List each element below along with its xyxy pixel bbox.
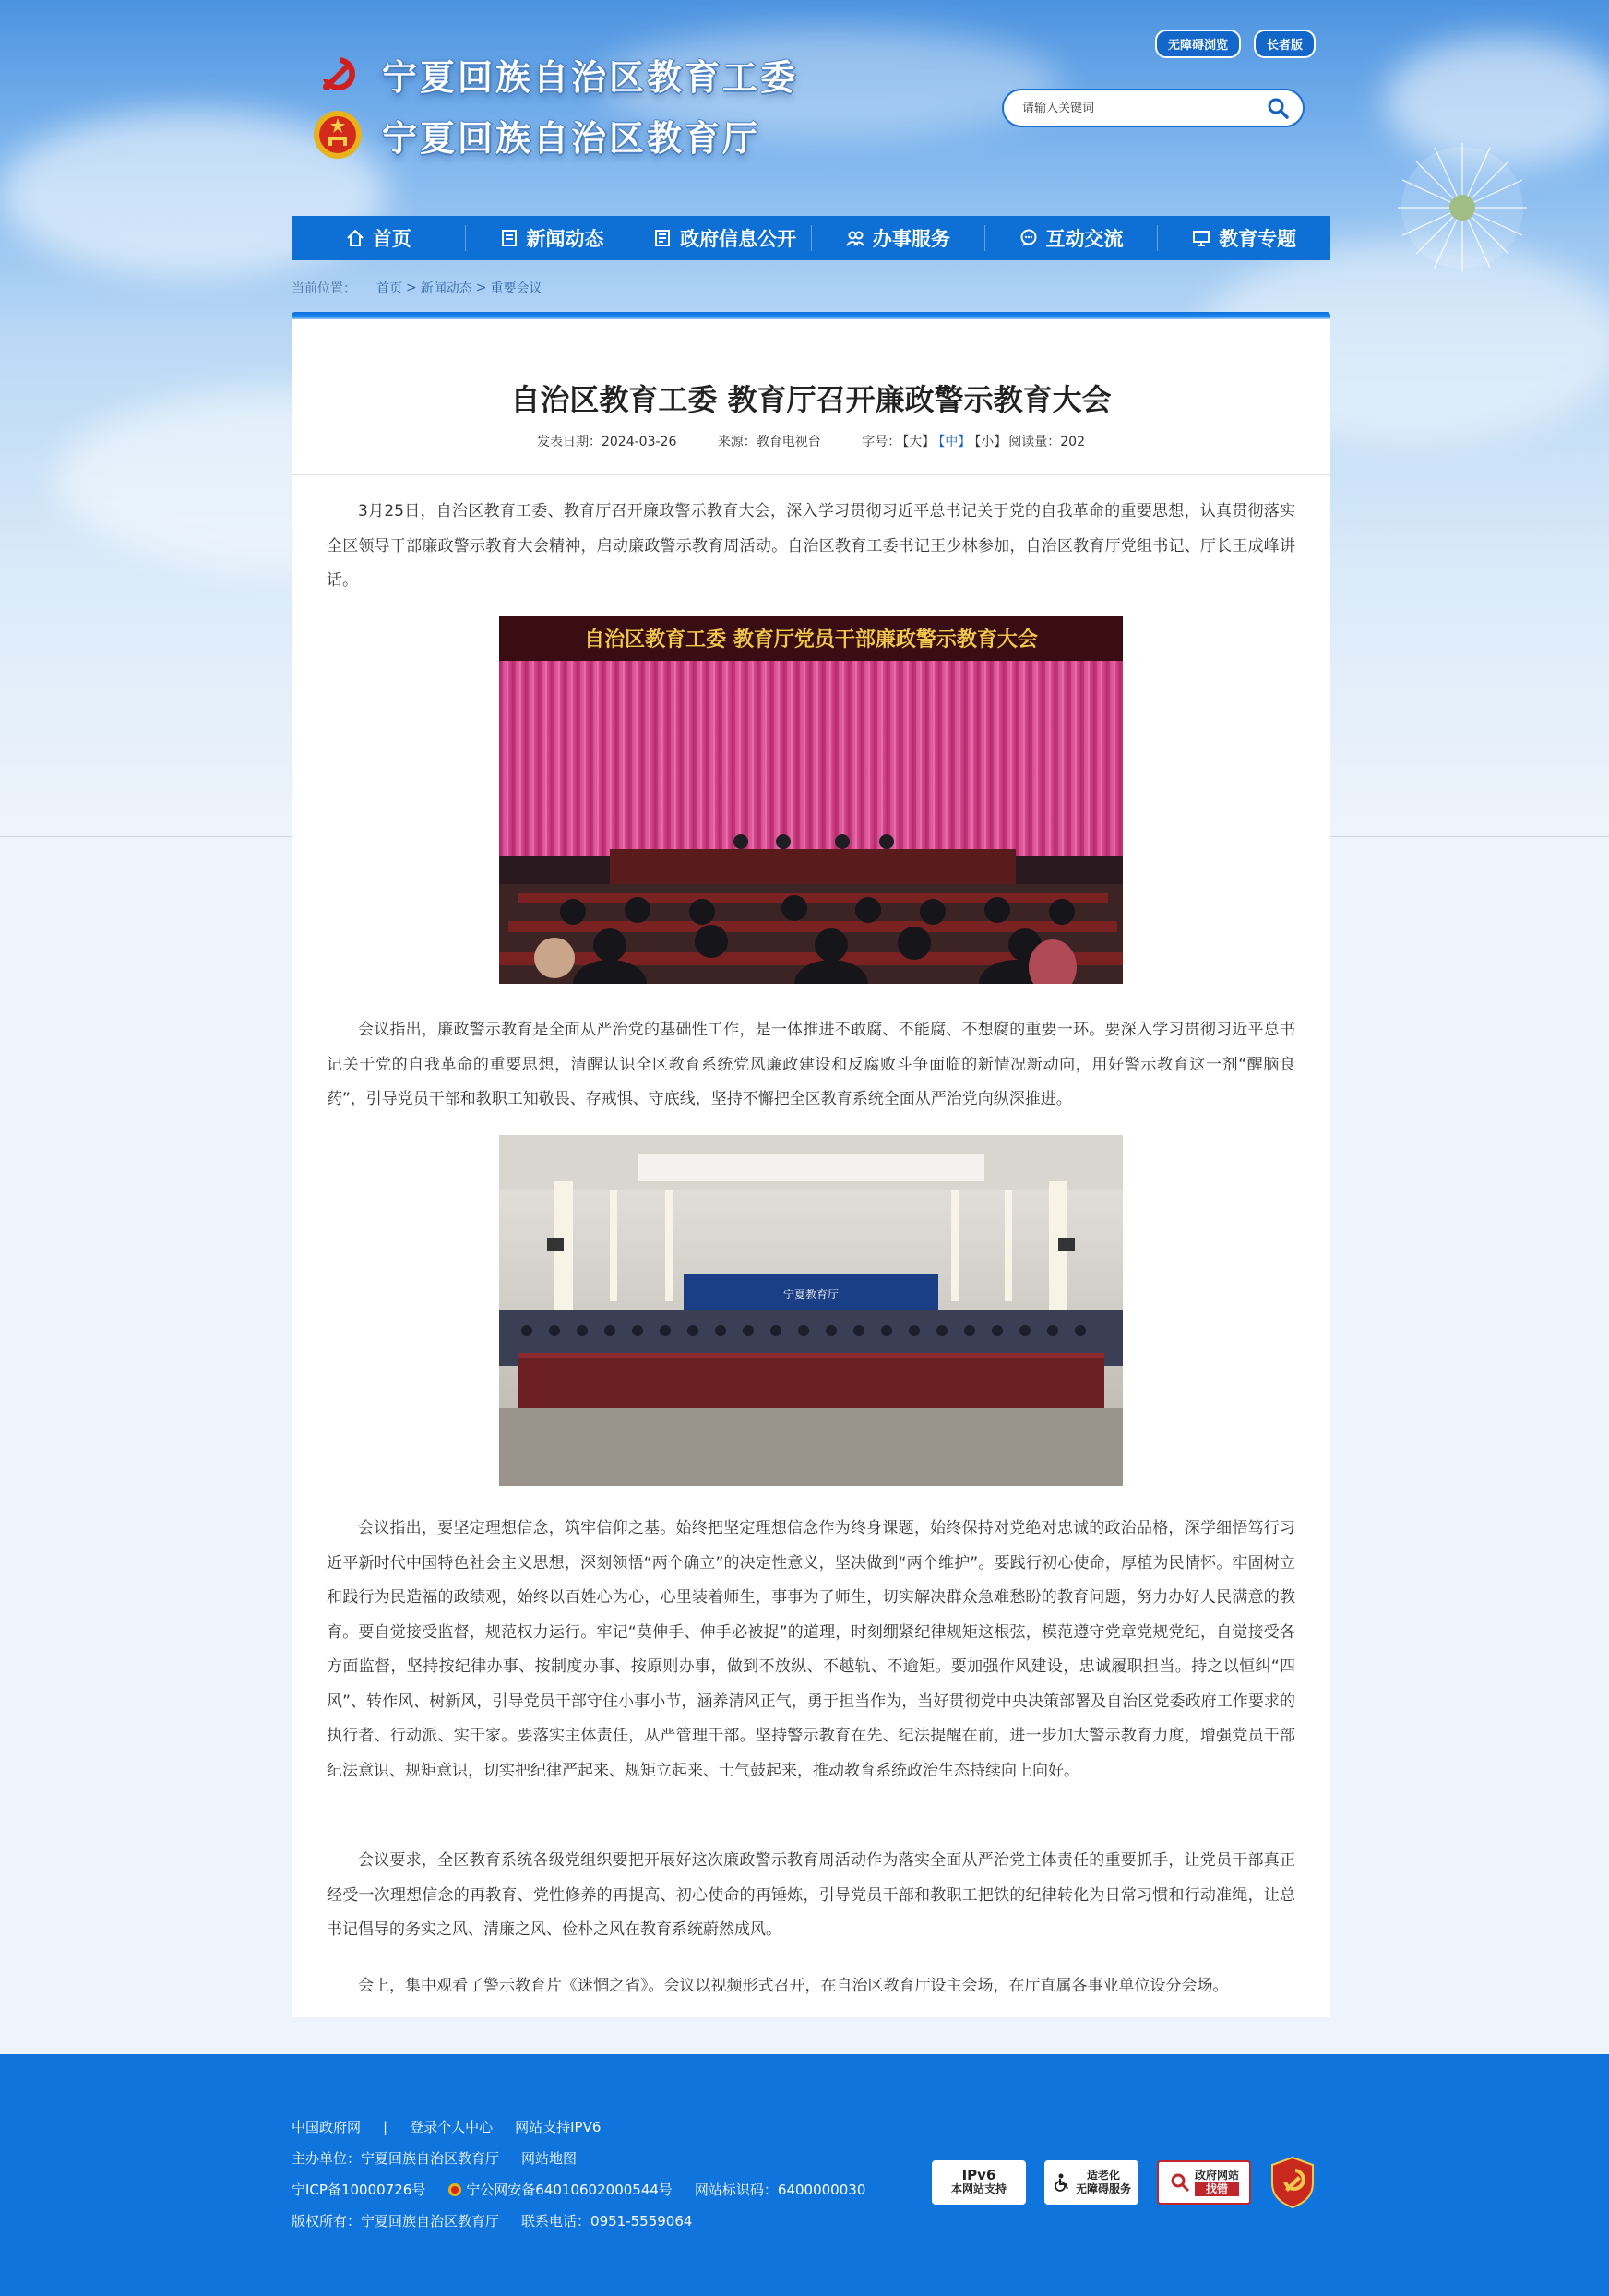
home-icon bbox=[345, 228, 365, 248]
accessibility-badge[interactable]: 适老化 无障碍服务 bbox=[1044, 2160, 1138, 2205]
article-title: 自治区教育工委 教育厅召开廉政警示教育大会 bbox=[510, 382, 1112, 417]
search-button[interactable] bbox=[1264, 94, 1292, 122]
breadcrumb-label: 当前位置： bbox=[292, 281, 356, 296]
news-icon bbox=[499, 228, 519, 248]
search-input[interactable] bbox=[1022, 102, 1264, 115]
ipv6-text: 网站支持IPV6 bbox=[515, 2119, 602, 2135]
contact-phone: 联系电话：0951-5559064 bbox=[521, 2213, 693, 2230]
site-code: 网站标识码：6400000030 bbox=[694, 2182, 866, 2198]
copyright-text: 版权所有：宁夏回族自治区教育厅 bbox=[292, 2213, 500, 2230]
photo1-banner-text: 自治区教育工委 教育厅党员干部廉政警示教育大会 bbox=[584, 628, 1038, 652]
icp-link[interactable]: 宁ICP备10000726号 bbox=[292, 2182, 426, 2198]
font-size-small-button[interactable]: 【小】 bbox=[974, 435, 1007, 449]
national-emblem-icon bbox=[312, 109, 364, 161]
personal-center-link[interactable]: 登录个人中心 bbox=[410, 2119, 494, 2135]
nav-label: 新闻动态 bbox=[526, 228, 604, 250]
logo-education-department[interactable] bbox=[312, 109, 760, 161]
site-title-line2: 宁夏回族自治区教育厅 bbox=[382, 117, 761, 159]
breadcrumb-home[interactable]: 首页 bbox=[376, 281, 402, 296]
meta-divider bbox=[292, 474, 1330, 475]
party-emblem-icon bbox=[312, 48, 364, 100]
police-record[interactable]: 宁公网安备64010602000544号 bbox=[447, 2180, 673, 2199]
article-photo-2 bbox=[499, 1135, 1123, 1486]
chat-icon bbox=[1019, 228, 1039, 248]
content-top-bar bbox=[292, 312, 1330, 319]
elder-mode-link[interactable]: 长者版 bbox=[1254, 30, 1316, 58]
main-nav bbox=[292, 216, 1330, 260]
wheelchair-icon bbox=[1052, 2172, 1072, 2193]
article-paragraph-5: 会上，集中观看了警示教育片《迷惘之省》。会议以视频形式召开，在自治区教育厅设主会场，在厅直属各事业单位设分会场。 bbox=[358, 1977, 1229, 1995]
logo-party-committee[interactable] bbox=[312, 48, 798, 100]
font-size-controls: 字号： 【大】 【中】 【小】 bbox=[862, 435, 1007, 449]
nav-topics[interactable] bbox=[1157, 216, 1330, 260]
party-organization-emblem-icon[interactable] bbox=[1269, 2156, 1316, 2209]
font-size-medium-button[interactable]: 【中】 bbox=[938, 435, 971, 449]
article-container bbox=[292, 319, 1330, 2017]
dandelion-decoration bbox=[1393, 138, 1532, 277]
document-icon bbox=[652, 228, 673, 248]
publish-date: 发表日期：2024-03-26 bbox=[536, 435, 677, 449]
sponsor-text: 主办单位：宁夏回族自治区教育厅 bbox=[292, 2150, 500, 2167]
article-photo-1 bbox=[499, 616, 1123, 984]
monitor-icon bbox=[1191, 228, 1211, 248]
search-box bbox=[1002, 89, 1305, 127]
article-paragraph-3: 会议指出，要坚定理想信念，筑牢信仰之基。始终把坚定理想信念作为终身课题，始终保持对党绝对忠诚的政治品格，深学细悟笃行习近平新时代中国特色社会主义思想，深刻领悟“两个确立”的决定性意义，坚决做到“两个维护”。要践行初心使命，厚植为民情怀。牢固树立和践行为民造福的政绩观，始终以百姓心为心，心里装着师生，事事为了师生，切实解决群众急难愁盼的教育问题，努力办好人民满意的教育。要自觉接受监督，规范权力运行。牢记“莫伸手、伸手必被捉”的道理，时刻绷紧纪律规矩这根弦，模范遵守党章党规党纪，自觉接受各方面监督，坚持按纪律办事、按制度办事、按原则办事，做到不放纵、不越轨、不逾矩。要加强作风建设，忠诚履职担当。持之以恒纠“四风”、转作风、树新风，引导党员干部守住小事小节，涵养清风正气，勇于担当作为，当好贯彻党中央决策部署及自治区党委政府工作要求的执行者、行动派、实干家。要落实主体责任，从严管理干部。坚持警示教育在先、纪法提醒在前，进一步加大警示教育力度，增强党员干部纪法意识、规矩意识，切实把纪律严起来、规矩立起来、士气鼓起来，推动教育系统政治生态持续向上向好。 bbox=[327, 1519, 1295, 1780]
breadcrumb-meetings[interactable]: 重要会议 bbox=[490, 281, 542, 296]
footer-copyright bbox=[292, 2211, 692, 2230]
error-report-badge[interactable]: 政府网站 找错 bbox=[1157, 2160, 1251, 2205]
article-paragraph-1: 3月25日，自治区教育工委、教育厅召开廉政警示教育大会，深入学习贯彻习近平总书记关于党的自我革命的重要思想，认真贯彻落实全区领导干部廉政警示教育大会精神，启动廉政警示教育周活动。自治区教育工委书记王少林参加，自治区教育厅党组书记、厅长王成峰讲话。 bbox=[327, 502, 1295, 590]
site-title-line1: 宁夏回族自治区教育工委 bbox=[382, 56, 799, 98]
police-badge-icon bbox=[447, 2182, 462, 2197]
breadcrumb bbox=[292, 279, 542, 297]
footer-separator: | bbox=[383, 2118, 388, 2135]
footer-registration bbox=[292, 2180, 865, 2199]
nav-label: 教育专题 bbox=[1219, 228, 1297, 250]
sitemap-link[interactable]: 网站地图 bbox=[521, 2150, 578, 2167]
magnifier-icon bbox=[1169, 2171, 1191, 2194]
footer-badges bbox=[932, 2156, 1316, 2209]
font-size-large-button[interactable]: 【大】 bbox=[902, 435, 936, 449]
footer bbox=[0, 2054, 1609, 2296]
nav-home[interactable] bbox=[292, 216, 465, 260]
people-icon bbox=[845, 228, 865, 248]
search-icon bbox=[1267, 97, 1289, 119]
read-count: 阅读量：202 bbox=[1008, 435, 1085, 449]
article-paragraph-4: 会议要求，全区教育系统各级党组织要把开展好这次廉政警示教育周活动作为落实全面从严治党主体责任的重要抓手，让党员干部真正经受一次理想信念的再教育、党性修养的再提高、初心使命的再锤炼，引导党员干部和教职工把铁的纪律转化为日常习惯和行动准绳，让总书记倡导的务实之风、清廉之风、俭朴之风在教育系统蔚然成风。 bbox=[327, 1851, 1295, 1939]
nav-label: 办事服务 bbox=[872, 228, 950, 250]
nav-label: 政府信息公开 bbox=[680, 228, 797, 250]
breadcrumb-separator: > bbox=[475, 281, 487, 295]
ipv6-badge[interactable]: IPv6 本网站支持 bbox=[932, 2160, 1026, 2205]
article-source: 来源：教育电视台 bbox=[717, 435, 821, 449]
nav-interaction[interactable] bbox=[984, 216, 1158, 260]
accessibility-link[interactable]: 无障碍浏览 bbox=[1155, 30, 1241, 58]
nav-gov-info[interactable] bbox=[638, 216, 811, 260]
nav-services[interactable] bbox=[811, 216, 984, 260]
article-meta bbox=[292, 432, 1330, 450]
nav-label: 互动交流 bbox=[1045, 228, 1124, 250]
article-paragraph-2: 会议指出，廉政警示教育是全面从严治党的基础性工作，是一体推进不敢腐、不能腐、不想腐的重要一环。要深入学习贯彻习近平总书记关于党的自我革命的重要思想，清醒认识全区教育系统党风廉政建设和反腐败斗争面临的新情况新动向，用好警示教育这一剂“醒脑良药”，引导党员干部和教职工知敬畏、存戒惧、守底线，坚持不懈把全区教育系统全面从严治党向纵深推进。 bbox=[327, 1021, 1295, 1108]
breadcrumb-news[interactable]: 新闻动态 bbox=[420, 281, 472, 296]
footer-sponsor bbox=[292, 2148, 577, 2168]
nav-label: 首页 bbox=[372, 228, 411, 250]
gov-portal-link[interactable]: 中国政府网 bbox=[292, 2119, 362, 2135]
footer-links bbox=[292, 2117, 601, 2136]
breadcrumb-separator: > bbox=[406, 281, 417, 295]
nav-news[interactable] bbox=[465, 216, 638, 260]
top-links bbox=[1155, 30, 1316, 58]
photo2-hall-sign: 宁夏教育厅 bbox=[782, 1288, 840, 1301]
